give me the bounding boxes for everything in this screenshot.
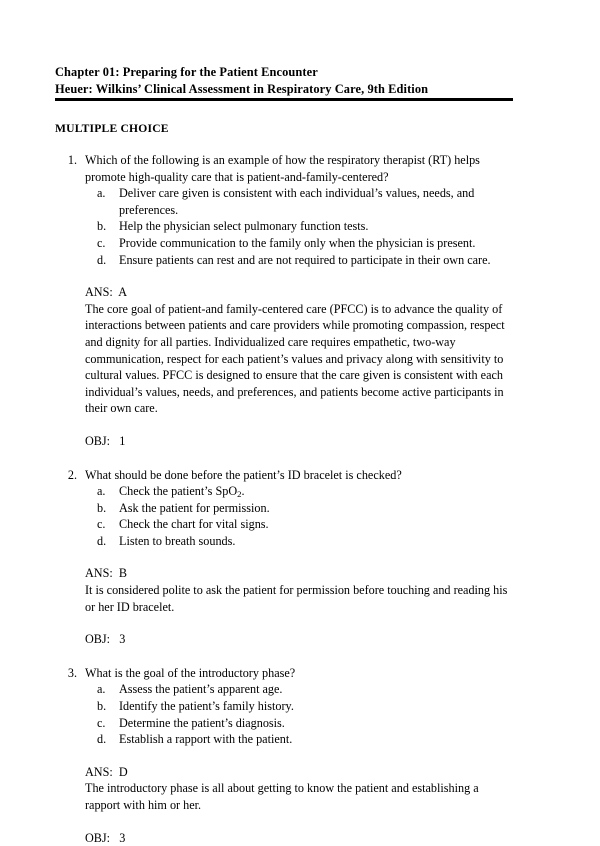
objective-line: OBJ: 3 [85,830,126,845]
option-text-trailing: . [241,484,245,499]
option-letter: b. [97,699,107,714]
question-text: Which of the following is an example of how the respiratory therapist (RT) helps promote high-quality care that is patient-and-family-centered? [85,153,480,184]
option-row[interactable] [97,252,514,269]
option-row[interactable] [97,731,514,748]
option-letter: b. [97,500,107,515]
option-row[interactable] [97,516,514,533]
option-letter: c. [97,235,106,250]
header-chapter-title: Chapter 01: Preparing for the Patient Encounter [55,65,318,79]
option-letter: c. [97,517,106,532]
question-block [55,152,514,450]
option-letter: a. [97,484,106,499]
option-letter: d. [97,732,107,747]
question-number: 3. [67,665,77,680]
option-row[interactable] [97,533,514,550]
option-text: Identify the patient’s family history. [119,699,294,714]
objective-line: OBJ: 3 [85,632,126,647]
rationale-text: The introductory phase is all about getting to know the patient and establishing a rapport with him or her. [85,781,479,812]
objective-line: OBJ: 1 [85,433,126,448]
question-block [55,665,514,846]
option-row[interactable] [97,185,514,218]
option-letter: a. [97,186,106,201]
option-row[interactable] [97,500,514,517]
option-text: Help the physician select pulmonary function tests. [119,219,369,234]
question-text: What should be done before the patient’s ID bracelet is checked? [85,467,402,482]
option-row[interactable] [97,483,514,500]
header-divider-rule [55,98,513,101]
answer-line: ANS: A [85,285,127,300]
option-letter: d. [97,252,107,267]
question-row [55,467,514,484]
question-number: 2. [67,467,77,482]
option-text: Determine the patient’s diagnosis. [119,715,285,730]
option-row[interactable] [97,698,514,715]
question-row [55,152,514,185]
option-list [55,681,514,747]
option-text: Ensure patients can rest and are not required to participate in their own care. [119,252,491,267]
question-row [55,665,514,682]
option-text: Check the chart for vital signs. [119,517,269,532]
option-text-subscript: 2 [237,489,242,500]
answer-group [55,284,514,417]
option-letter: b. [97,219,107,234]
header-book-title: Heuer: Wilkins’ Clinical Assessment in Respiratory Care, 9th Edition [55,81,429,96]
option-list [55,483,514,549]
option-text: Provide communication to the family only when the physician is present. [119,235,476,250]
option-letter: d. [97,533,107,548]
rationale-text: The core goal of patient-and family-centered care (PFCC) is to advance the quality of interactions between patients and care providers while promoting compassion, respect and dignity for all parties. Individualized care requires empathetic, two-way communication, respect for each patient’s values and privacy along with sensitivity to cultural values. PFCC is designed to ensure that the care given is consistent with each individual’s values, needs, and preferences, and patients become active participants in their own care. [85,301,505,416]
answer-group [55,764,514,814]
option-text: Assess the patient’s apparent age. [119,682,283,697]
question-number: 1. [67,153,77,167]
option-letter: a. [97,682,106,697]
rationale-text: It is considered polite to ask the patient for permission before touching and reading his or her ID bracelet. [85,583,508,614]
option-row[interactable] [97,681,514,698]
option-list [55,185,514,268]
answer-line: ANS: D [85,764,128,779]
document-header [55,64,514,97]
option-letter: c. [97,715,106,730]
question-block [55,467,514,648]
option-row[interactable] [97,715,514,732]
option-text-main: Check the patient’s SpO [119,484,238,499]
option-row[interactable] [97,218,514,235]
section-heading: MULTIPLE CHOICE [55,122,169,135]
question-text: What is the goal of the introductory phase? [85,665,296,680]
option-text: Ask the patient for permission. [119,500,270,515]
option-row[interactable] [97,235,514,252]
option-text: Listen to breath sounds. [119,533,236,548]
questions-list [55,152,514,846]
option-text: Establish a rapport with the patient. [119,732,293,747]
answer-group [55,565,514,615]
option-text: Deliver care given is consistent with each individual’s values, needs, and preferences. [119,186,475,217]
answer-line: ANS: B [85,566,127,581]
option-text [119,483,514,500]
